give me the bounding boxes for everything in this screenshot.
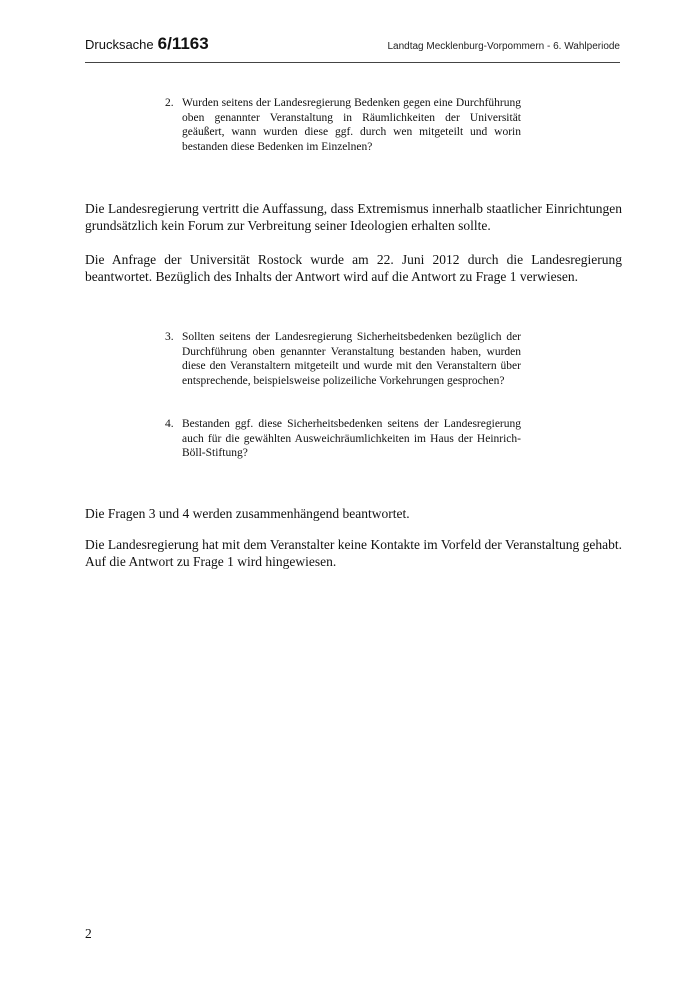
question-item-2 bbox=[165, 96, 521, 154]
page-number: 2 bbox=[85, 926, 92, 941]
page-header bbox=[85, 34, 620, 54]
doc-label: Drucksache bbox=[85, 37, 154, 52]
question-number: 4. bbox=[165, 418, 174, 430]
header-right-text: Landtag Mecklenburg-Vorpommern - 6. Wahlperiode bbox=[387, 41, 620, 52]
answer-paragraph: Die Landesregierung vertritt die Auffassung, dass Extremismus innerhalb staatlicher Einrichtungen grundsätzlich kein Forum zur Verbreitung seiner Ideologien erhalten sollte. bbox=[85, 201, 622, 234]
question-number: 3. bbox=[165, 331, 174, 343]
answer-paragraph: Die Fragen 3 und 4 werden zusammenhängend beantwortet. bbox=[85, 506, 410, 521]
header-divider bbox=[85, 62, 620, 63]
question-text: Sollten seitens der Landesregierung Sicherheitsbedenken bezüglich der Durchführung oben genannter Veranstaltung bestanden haben, wurden diese den Veranstaltern mitgeteilt und wurde mit den Veranstaltern über entsprechende, beispielsweise polizeiliche Vorkehrungen gesprochen? bbox=[182, 331, 521, 387]
question-text: Wurden seitens der Landesregierung Bedenken gegen eine Durchführung oben genannter Veranstaltung in Räumlichkeiten der Universität geäußert, wann wurden diese ggf. durch wen mitgeteilt und worin bestanden diese Bedenken im Einzelnen? bbox=[182, 97, 521, 153]
doc-number: 6/1163 bbox=[157, 34, 209, 53]
answer-paragraph: Die Anfrage der Universität Rostock wurde am 22. Juni 2012 durch die Landesregierung beantwortet. Bezüglich des Inhalts der Antwort wird auf die Antwort zu Frage 1 verwiesen. bbox=[85, 252, 622, 285]
question-number: 2. bbox=[165, 97, 174, 109]
question-text: Bestanden ggf. diese Sicherheitsbedenken seitens der Landesregierung auch für die gewählten Ausweichräumlichkeiten im Haus der Heinrich-Böll-Stiftung? bbox=[182, 418, 521, 460]
answer-paragraph: Die Landesregierung hat mit dem Veranstalter keine Kontakte im Vorfeld der Veranstaltung gehabt. Auf die Antwort zu Frage 1 wird hingewiesen. bbox=[85, 537, 622, 570]
question-item-3 bbox=[165, 330, 521, 388]
document-id bbox=[85, 34, 209, 54]
question-item-4 bbox=[165, 417, 521, 461]
